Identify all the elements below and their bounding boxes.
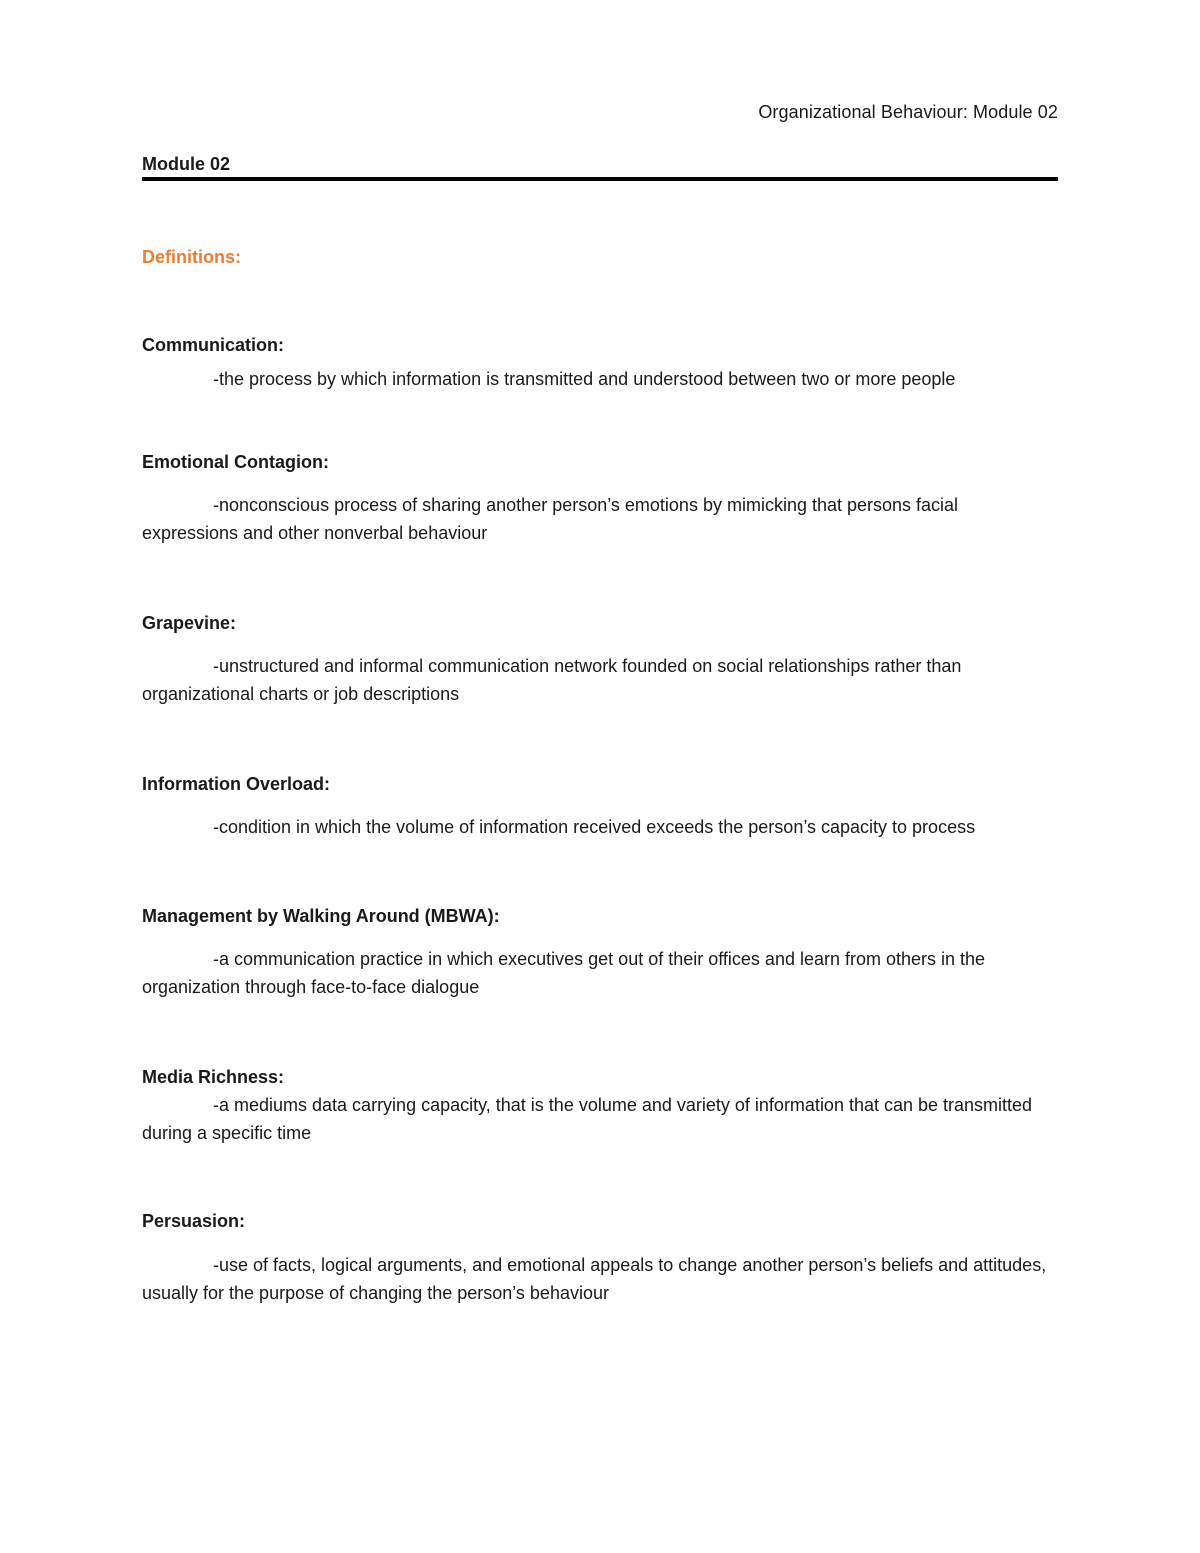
definition-text: -condition in which the volume of information received exceeds the person’s capacity to process [213,817,976,837]
definition-text: -unstructured and informal communication network founded on social relationships rather than organizational charts or job descriptions [142,656,962,704]
definition-term: Communication: [142,335,284,355]
definition-term: Media Richness: [142,1067,285,1087]
definition-entry-persuasion [142,1210,1058,1307]
definition-entry-information-overload [142,773,1058,841]
definition-text: -a mediums data carrying capacity, that is the volume and variety of information that can be transmitted during a specific time [142,1095,1033,1143]
definition-entry-communication [142,334,1058,393]
definition-term: Information Overload: [142,774,331,794]
definition-term: Emotional Contagion: [142,452,329,472]
module-title: Module 02 [142,154,231,174]
definition-entry-media-richness [142,1066,1058,1147]
definition-text: -the process by which information is transmitted and understood between two or more people [213,369,956,389]
definition-text: -nonconscious process of sharing another person’s emotions by mimicking that persons facial expressions and other nonverbal behaviour [142,495,959,543]
definition-entry-grapevine [142,612,1058,708]
definition-text: -use of facts, logical arguments, and emotional appeals to change another person’s beliefs and attitudes, usually for the purpose of changing the person’s behaviour [142,1255,1047,1303]
running-header: Organizational Behaviour: Module 02 [758,102,1058,122]
definition-text: -a communication practice in which executives get out of their offices and learn from others in the organization through face-to-face dialogue [142,949,986,997]
definition-term: Management by Walking Around (MBWA): [142,906,500,926]
definition-entry-mbwa [142,905,1058,1001]
definition-term: Persuasion: [142,1211,246,1231]
definition-term: Grapevine: [142,613,237,633]
title-rule [142,177,1058,181]
section-heading-definitions: Definitions: [142,247,241,267]
definition-entry-emotional-contagion [142,451,1058,547]
